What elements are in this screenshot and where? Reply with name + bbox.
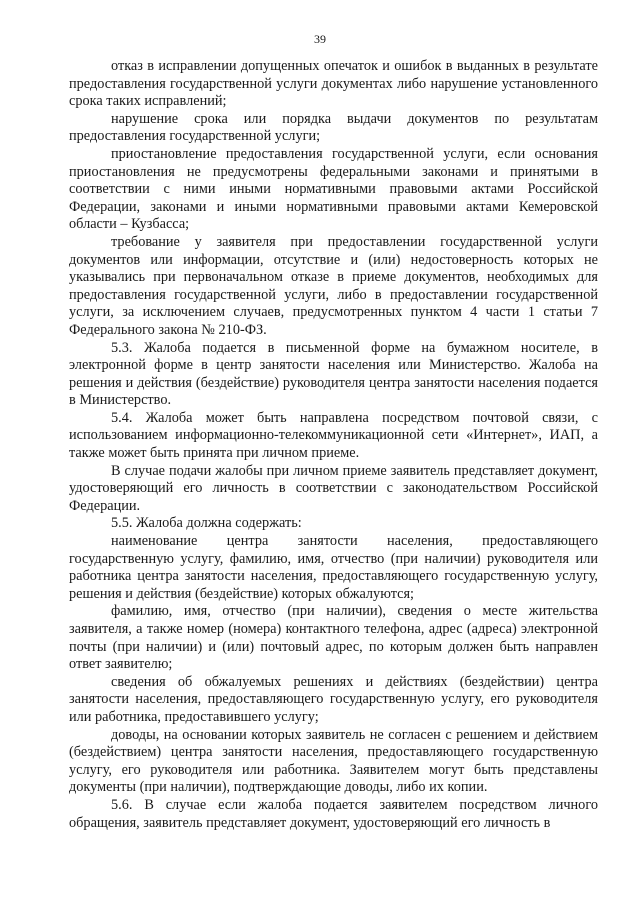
paragraph-refusal-corrections: отказ в исправлении допущенных опечаток и ошибок в выданных в результате предоставления государственной услуги документах либо нарушение установленного срока таких исправлений;	[69, 58, 598, 110]
paragraph-appealed-decisions: сведения об обжалуемых решениях и действиях (бездействии) центра занятости населения, предоставляющего государственную услугу, его руководителя или работника, предоставившего услугу;	[69, 673, 598, 725]
document-body	[69, 58, 598, 832]
paragraph-personal-reception: В случае подачи жалобы при личном приеме заявитель представляет документ, удостоверяющий его личность в соответствии с законодательством Российской Федерации.	[69, 462, 598, 514]
paragraph-arguments: доводы, на основании которых заявитель не согласен с решением и действием (бездействием) центра занятости населения, предоставляющего государственную услугу, его руководителя или работника. Заявителем могут быть представлены документы (при наличии), подтверждающие доводы, либо их копии.	[69, 726, 598, 796]
paragraph-deadline-violation: нарушение срока или порядка выдачи документов по результатам предоставления государственной услуги;	[69, 110, 598, 145]
paragraph-center-name: наименование центра занятости населения, предоставляющего государственную услугу, фамилию, имя, отчество (при наличии) руководителя или работника центра занятости населения, предоставляющего государственную услугу, решения и действия (бездействие) которых обжалуются;	[69, 533, 598, 602]
paragraph-5-5: 5.5. Жалоба должна содержать:	[111, 515, 302, 532]
paragraph-5-4: 5.4. Жалоба может быть направлена посредством почтовой связи, с использованием информационно-телекоммуникационной сети «Интернет», ИАП, а также может быть принята при личном приеме.	[69, 409, 598, 462]
paragraph-document-requirement: требование у заявителя при предоставлении государственной услуги документов или информации, отсутствие и (или) недостоверность которых не указывались при первоначальном отказе в приеме документов, необходимых для предоставления государственной услуги, либо в предоставлении государственной услуги, за исключением случаев, предусмотренных пунктом 4 части 1 статьи 7 Федерального закона № 210-ФЗ.	[69, 233, 598, 338]
paragraph-suspension: приостановление предоставления государственной услуги, если основания приостановления не предусмотрены федеральными законами и принятыми в соответствии с ними иными нормативными правовыми актами Российской Федерации, законами и иными нормативными правовыми актами Кемеровской области – Кузбасса;	[69, 145, 598, 233]
page-number: 39	[314, 32, 326, 46]
paragraph-5-6: 5.6. В случае если жалоба подается заявителем посредством личного обращения, заявитель представляет документ, удостоверяющий его личность в	[69, 796, 598, 831]
paragraph-5-3: 5.3. Жалоба подается в письменной форме на бумажном носителе, в электронной форме в центр занятости населения или Министерство. Жалоба на решения и действия (бездействие) руководителя центра занятости населения подается в Министерство.	[69, 339, 598, 409]
paragraph-applicant-info: фамилию, имя, отчество (при наличии), сведения о месте жительства заявителя, а также номер (номера) контактного телефона, адрес (адреса) электронной почты (при наличии) и (или) почтовый адрес, по которым должен быть направлен ответ заявителю;	[69, 603, 598, 673]
